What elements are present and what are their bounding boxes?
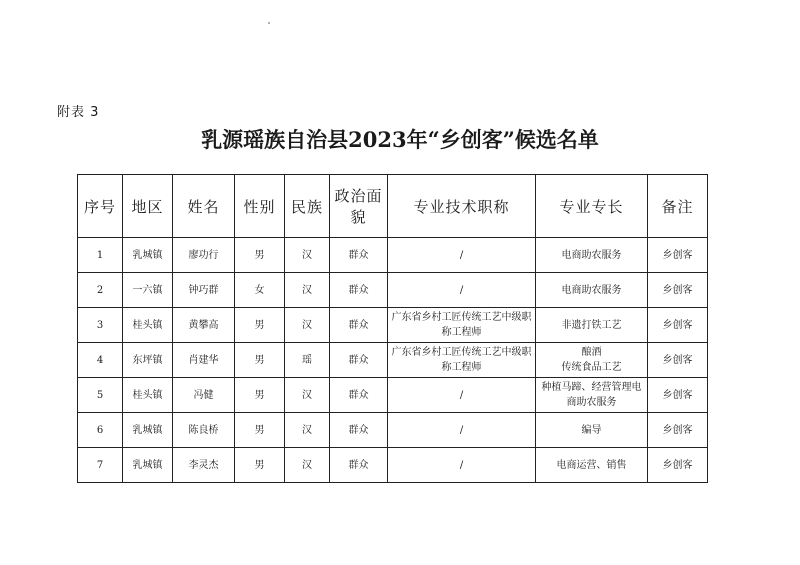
cell-political-status: 群众: [330, 308, 388, 343]
cell-professional-title: /: [388, 238, 536, 273]
cell-professional-title: /: [388, 378, 536, 413]
header-cell-political-status: 政治面貌: [330, 175, 388, 238]
cell-gender: 男: [235, 308, 285, 343]
cell-political-status: 群众: [330, 448, 388, 483]
cell-remarks: 乡创客: [648, 378, 708, 413]
annex-label: 附表 3: [57, 105, 100, 120]
cell-ethnicity: 汉: [285, 238, 330, 273]
table-header-row: [78, 175, 708, 238]
cell-political-status: 群众: [330, 273, 388, 308]
document-title: 乳源瑶族自治县2023年“乡创客”候选名单: [201, 127, 599, 152]
table-row: [78, 273, 708, 308]
scan-speck: [268, 22, 270, 24]
header-cell-name: 姓名: [173, 175, 235, 238]
cell-specialty: 种植马蹄、经营管理电商助农服务: [536, 378, 648, 413]
cell-index: 2: [78, 273, 123, 308]
header-cell-professional-title: 专业技术职称: [388, 175, 536, 238]
table-row: [78, 448, 708, 483]
cell-name: 陈良桥: [173, 413, 235, 448]
cell-gender: 男: [235, 343, 285, 378]
table-row: [78, 378, 708, 413]
table-row: [78, 238, 708, 273]
cell-political-status: 群众: [330, 378, 388, 413]
header-cell-index: 序号: [78, 175, 123, 238]
cell-remarks: 乡创客: [648, 273, 708, 308]
cell-specialty: 电商助农服务: [536, 273, 648, 308]
table-row: [78, 343, 708, 378]
cell-ethnicity: 瑶: [285, 343, 330, 378]
cell-specialty: 电商运营、销售: [536, 448, 648, 483]
cell-ethnicity: 汉: [285, 413, 330, 448]
cell-name: 钟巧群: [173, 273, 235, 308]
cell-region: 乳城镇: [123, 238, 173, 273]
cell-gender: 男: [235, 238, 285, 273]
cell-name: 李灵杰: [173, 448, 235, 483]
cell-region: 乳城镇: [123, 448, 173, 483]
cell-index: 5: [78, 378, 123, 413]
cell-remarks: 乡创客: [648, 448, 708, 483]
cell-index: 4: [78, 343, 123, 378]
cell-gender: 男: [235, 448, 285, 483]
cell-professional-title: /: [388, 273, 536, 308]
cell-political-status: 群众: [330, 413, 388, 448]
header-cell-gender: 性别: [235, 175, 285, 238]
cell-name: 黄攀高: [173, 308, 235, 343]
cell-name: 肖建华: [173, 343, 235, 378]
cell-ethnicity: 汉: [285, 273, 330, 308]
cell-index: 1: [78, 238, 123, 273]
cell-ethnicity: 汉: [285, 378, 330, 413]
cell-gender: 男: [235, 413, 285, 448]
cell-professional-title: 广东省乡村工匠传统工艺中级职称工程师: [388, 308, 536, 343]
cell-remarks: 乡创客: [648, 413, 708, 448]
cell-index: 7: [78, 448, 123, 483]
cell-name: 冯健: [173, 378, 235, 413]
cell-region: 乳城镇: [123, 413, 173, 448]
cell-gender: 男: [235, 378, 285, 413]
candidate-table: [77, 174, 708, 483]
cell-ethnicity: 汉: [285, 448, 330, 483]
cell-specialty: 电商助农服务: [536, 238, 648, 273]
cell-ethnicity: 汉: [285, 308, 330, 343]
cell-region: 桂头镇: [123, 378, 173, 413]
cell-name: 廖功行: [173, 238, 235, 273]
cell-region: 一六镇: [123, 273, 173, 308]
header-cell-ethnicity: 民族: [285, 175, 330, 238]
cell-professional-title: /: [388, 413, 536, 448]
cell-political-status: 群众: [330, 343, 388, 378]
cell-remarks: 乡创客: [648, 308, 708, 343]
cell-political-status: 群众: [330, 238, 388, 273]
cell-index: 3: [78, 308, 123, 343]
cell-specialty: 非遗打铁工艺: [536, 308, 648, 343]
cell-index: 6: [78, 413, 123, 448]
table-body: [78, 238, 708, 483]
cell-remarks: 乡创客: [648, 238, 708, 273]
cell-remarks: 乡创客: [648, 343, 708, 378]
cell-professional-title: /: [388, 448, 536, 483]
cell-region: 东坪镇: [123, 343, 173, 378]
cell-specialty: 酿酒 传统食品工艺: [536, 343, 648, 378]
cell-region: 桂头镇: [123, 308, 173, 343]
header-cell-remarks: 备注: [648, 175, 708, 238]
cell-gender: 女: [235, 273, 285, 308]
cell-professional-title: 广东省乡村工匠传统工艺中级职称工程师: [388, 343, 536, 378]
header-cell-specialty: 专业专长: [536, 175, 648, 238]
table-row: [78, 308, 708, 343]
table-row: [78, 413, 708, 448]
cell-specialty: 编导: [536, 413, 648, 448]
header-cell-region: 地区: [123, 175, 173, 238]
